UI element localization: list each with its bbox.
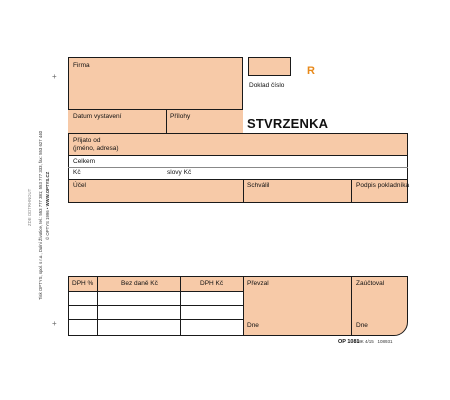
schvalil-label: Schválil [247,182,270,189]
dph-percent-header: DPH % [72,280,94,287]
jmeno-adresa-label: (jméno, adresa) [73,145,119,152]
celkem-mid-line [68,167,408,168]
dph-row-line-1 [68,291,244,292]
celkem-label: Celkem [73,158,96,165]
punch-mark-bottom: + [52,319,57,328]
dph-col-line-2 [180,277,181,336]
kc-label: Kč [73,169,81,176]
prilohy-label: Přílohy [170,113,191,120]
bez-dane-header: Bez daně Kč [121,280,158,287]
datum-prilohy-divider [166,109,167,133]
document-title: STVRZENKA [247,116,329,131]
celkem-top-line [68,155,408,156]
form-reference: MK 4/15 108931 [357,339,393,344]
prevzal-dne-label: Dne [247,322,259,329]
tear-here-text: ZDE ODTRHNOUT [27,188,32,226]
ucel-label: Účel [73,182,87,189]
datum-row-top-line [68,109,243,110]
schvalil-podpis-divider [351,179,352,203]
dph-col-line-1 [97,277,98,336]
prijato-od-label: Přijato od [73,137,101,144]
doklad-cislo-box[interactable] [248,57,291,76]
celkem-bottom-line [68,179,408,180]
ucel-schvalil-divider [243,179,244,203]
zauctoval-label: Zaúčtoval [356,280,385,287]
copyright-text: © OPTYS 1996 • WWW.OPTYS.CZ [45,171,50,240]
zauctoval-dne-label: Dne [356,322,368,329]
dph-row-line-3 [68,319,244,320]
dph-row-line-2 [68,305,244,306]
r-mark: R [307,65,315,77]
form-code: OP 1081 [338,339,360,345]
doklad-cislo-label: Doklad číslo [249,82,285,89]
punch-mark-top: + [52,72,57,81]
dph-col-line-3 [243,277,244,336]
podpis-pokladnika-label: Podpis pokladníka [356,182,410,189]
prevzal-zauctoval-divider [351,277,352,336]
dph-kc-header: DPH Kč [200,280,224,287]
datum-vystaveni-label: Datum vystavení [73,113,122,120]
slovy-kc-label: slovy Kč [167,169,192,176]
firma-label: Firma [73,62,90,69]
prevzal-label: Převzal [247,280,269,287]
publisher-text: Tisk OPTYS, spol. s r.o., Dolní Životice, tel.: 553 777 381; 553 777 333, fax: 553 627 440 [38,131,43,300]
